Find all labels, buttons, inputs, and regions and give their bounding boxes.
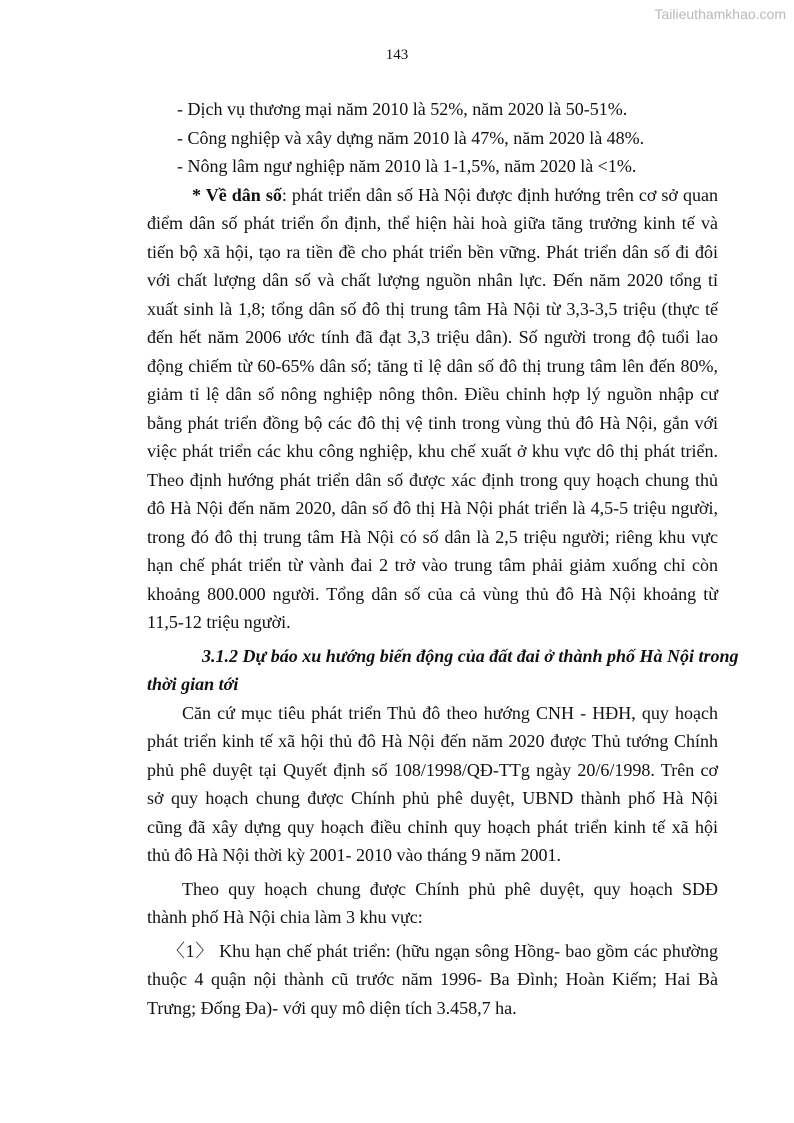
population-line: với chất lượng dân số và chất lượng nguồn nhân lực. Đến năm 2020 tổng tỉ (147, 270, 718, 290)
basis-paragraph-line: phủ phê duyệt tại Quyết định số 108/1998/QĐ-TTg ngày 20/6/1998. Trên cơ (147, 759, 718, 780)
section-heading: 3.1.2 Dự báo xu hướng biến động của đất đai ở thành phố Hà Nội trong (202, 645, 739, 666)
population-line: đến hết năm 2006 ước tính đã đạt 3,3 triệu dân). Số người trong độ tuổi lao (147, 327, 718, 347)
zone-paragraph-line: thuộc 4 quận nội thành cũ trước năm 1996- Ba Đình; Hoàn Kiếm; Hai Bà (147, 969, 718, 989)
basis-paragraph-line-last: thủ đô Hà Nội thời kỳ 2001- 2010 vào tháng 9 năm 2001. (147, 845, 561, 865)
population-line: điểm dân số phát triển ổn định, thể hiện hài hoà giữa tăng trưởng kinh tế và (147, 213, 718, 233)
population-line: việc phát triển các khu công nghiệp, khu chế xuất ở khu vực dô thị phát triển. (147, 441, 718, 461)
population-paragraph-first-line (147, 181, 718, 210)
population-line: Theo định hướng phát triển dân số được xác định trong quy hoạch chung thủ (147, 469, 718, 490)
population-line: tiến bộ xã hội, tạo ra tiền đề cho phát triển bền vững. Phát triển dân số đi đôi (147, 241, 718, 262)
population-line: xuất sinh là 1,8; tổng dân số đô thị trung tâm Hà Nội từ 3,3-3,5 triệu (thực tế (147, 298, 718, 319)
population-label: * Về dân số (192, 184, 282, 205)
population-line: động chiếm từ 60-65% dân số; tăng tỉ lệ dân số đô thị trung tâm lên đến 80%, (147, 355, 718, 376)
zone-paragraph-line: 〈1〉 Khu hạn chế phát triển: (hữu ngạn sông Hồng- bao gồm các phường (167, 940, 718, 961)
plan-paragraph-line: Theo quy hoạch chung được Chính phủ phê duyệt, quy hoạch SDĐ (182, 878, 718, 899)
basis-paragraph-line: cũng đã xây dựng quy hoạch điều chỉnh quy hoạch phát triển kinh tế xã hội (147, 816, 718, 837)
basis-paragraph-line: phát triển kinh tế xã hội thủ đô Hà Nội đến năm 2020 được Thủ tướng Chính (147, 731, 718, 751)
population-line-1-rest: : phát triển dân số Hà Nội được định hướng trên cơ sở quan (281, 184, 718, 205)
page-number: 143 (385, 47, 409, 63)
population-line-last: 11,5-12 triệu người. (147, 612, 291, 632)
list-item-services: - Dịch vụ thương mại năm 2010 là 52%, năm 2020 là 50-51%. (177, 99, 628, 119)
population-line: khoảng 800.000 người. Tổng dân số của cả vùng thủ đô Hà Nội khoảng từ (147, 583, 718, 604)
page-body (147, 95, 739, 1022)
basis-paragraph-line: sở quy hoạch chung được Chính phủ phê duyệt, UBND thành phố Hà Nội (147, 788, 718, 808)
section-heading-continued: thời gian tới (147, 674, 239, 694)
population-line: trong đó đô thị trung tâm Hà Nội có số dân là 2,5 triệu người; riêng khu vực (147, 526, 718, 547)
list-item-agriculture: - Nông lâm ngư nghiệp năm 2010 là 1-1,5%, năm 2020 là <1%. (177, 156, 637, 176)
zone-paragraph-line-last: Trưng; Đống Đa)- với quy mô diện tích 3.458,7 ha. (147, 997, 517, 1018)
watermark: Tailieuthamkhao.com (654, 6, 786, 22)
population-line: đô Hà Nội đến năm 2020, dân số đô thị Hà Nội phát triển là 4,5-5 triệu người, (147, 498, 718, 518)
population-line: hạn chế phát triển từ vành đai 2 trở vào trung tâm phải giảm xuống chỉ còn (147, 555, 718, 575)
basis-paragraph-line: Căn cứ mục tiêu phát triển Thủ đô theo hướng CNH - HĐH, quy hoạch (182, 702, 718, 723)
population-line: giảm tỉ lệ dân số nông nghiệp nông thôn. Điều chỉnh hợp lý nguồn nhập cư (147, 384, 718, 404)
population-line: bằng phát triển đồng bộ các đô thị vệ tinh trong vùng thủ đô Hà Nội, gắn với (147, 412, 718, 433)
plan-paragraph-line-last: thành phố Hà Nội chia làm 3 khu vực: (147, 907, 423, 927)
list-item-industry: - Công nghiệp và xây dựng năm 2010 là 47%, năm 2020 là 48%. (177, 127, 645, 148)
